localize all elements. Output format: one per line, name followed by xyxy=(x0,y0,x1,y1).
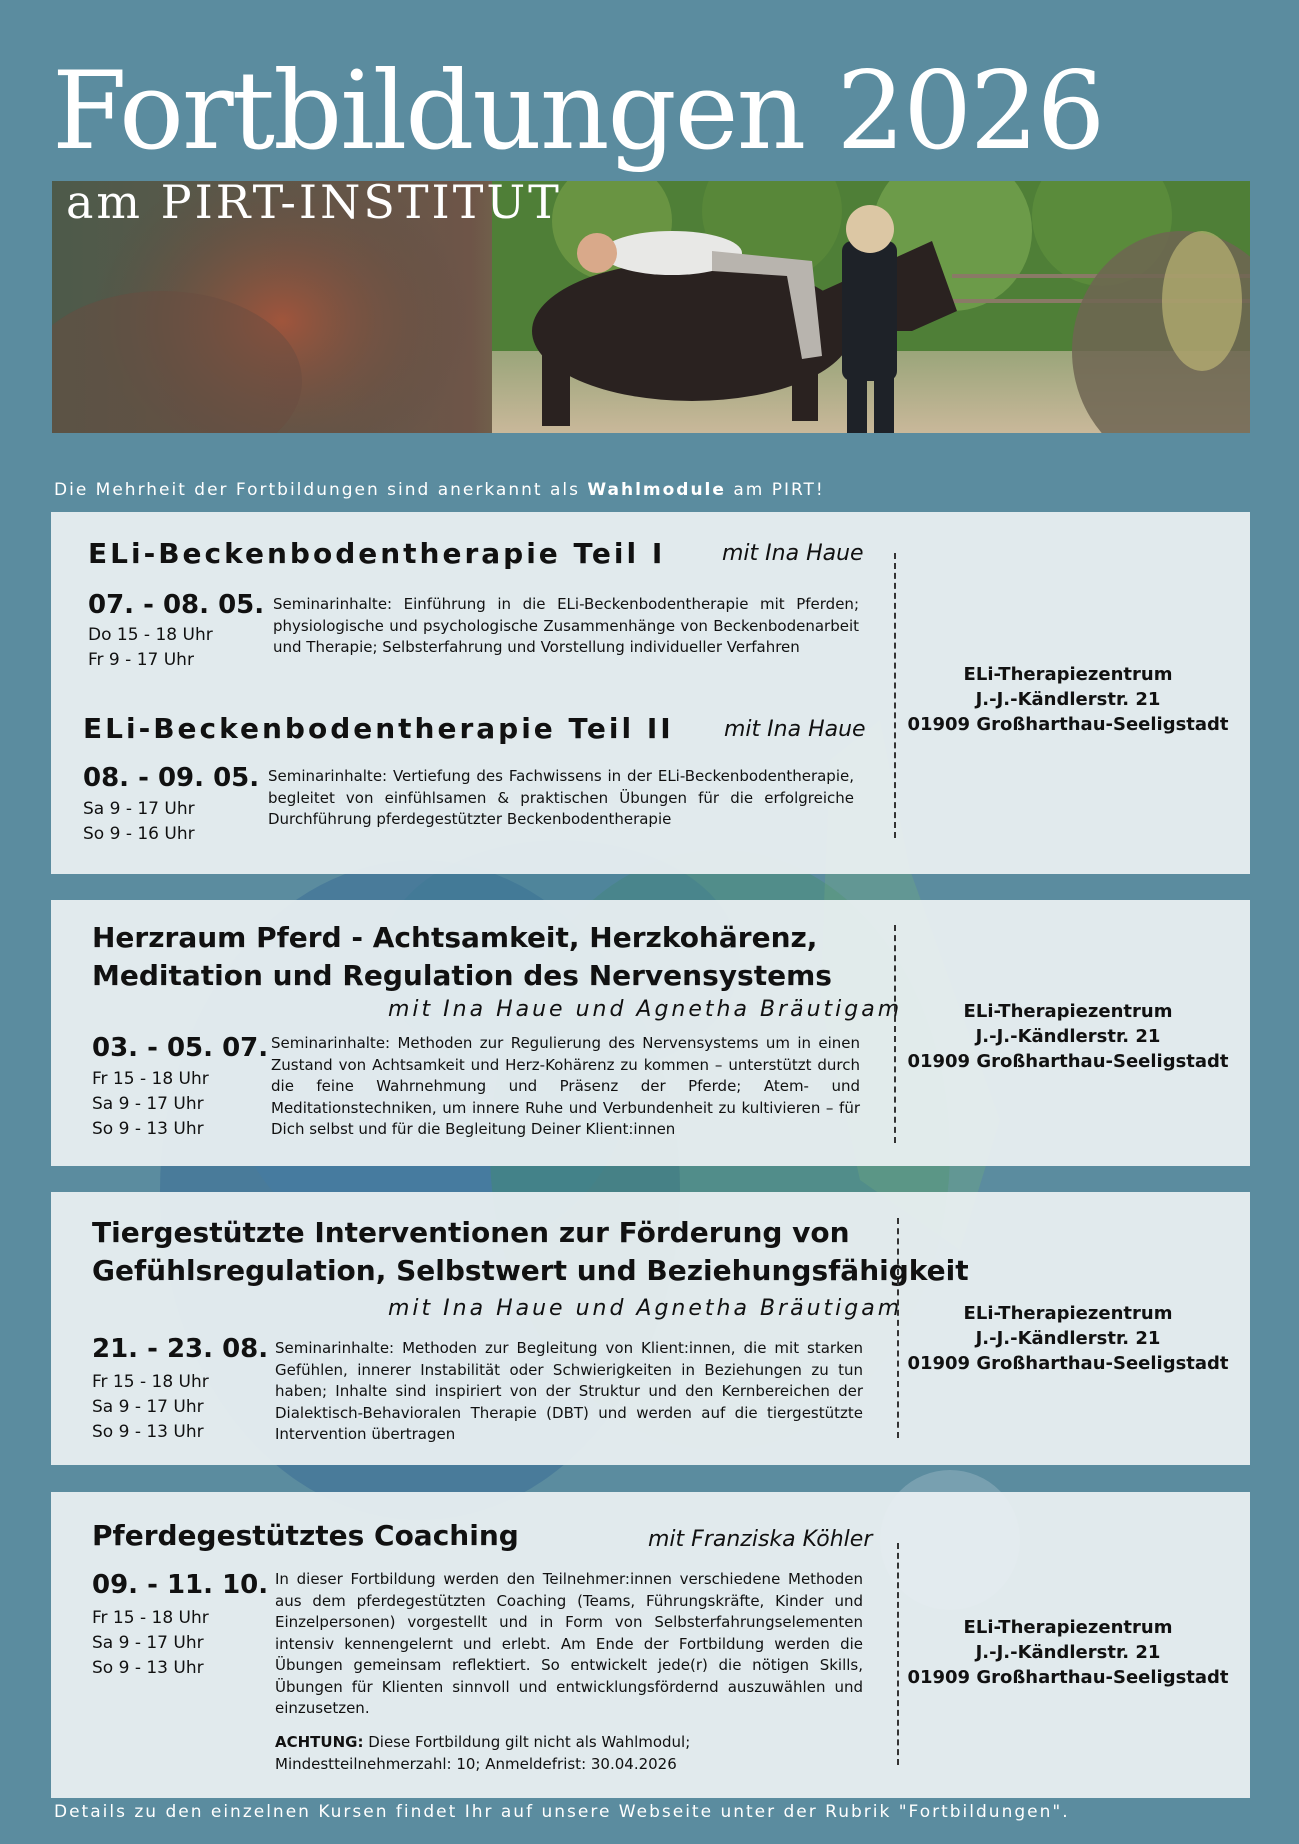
course-description: Seminarinhalte: Methoden zur Begleitung von Klient:innen, die mit starken Gefühlen, innerer Instabilität oder Schwierigkeiten in Beziehungen zu tun haben; Inhalte sind inspiriert von der Struktur und den Kernbereichen der Dialektisch-Behavioralen Therapie (DBT) und werden auf die tiergestützte Intervention übertragen xyxy=(275,1339,863,1443)
course-date: 07. - 08. 05. xyxy=(88,590,265,620)
course-date: 21. - 23. 08. xyxy=(92,1334,269,1364)
course-title: Tiergestützte Interventionen zur Förderung von Gefühlsregulation, Selbstwert und Beziehungsfähigkeit xyxy=(92,1216,969,1287)
course-presenter: mit Ina Haue und Agnetha Bräutigam xyxy=(388,997,903,1022)
course-description: Seminarinhalte: Vertiefung des Fachwissens in der ELi-Beckenbodentherapie, begleitet von einfühlsamen & praktischen Übungen für die erfolgreiche Durchführung pferdegestützter Beckenbodentherapie xyxy=(268,767,854,828)
venue-address: ELi-Therapiezentrum J.-J.-Kändlerstr. 21 01909 Großharthau-Seeligstadt xyxy=(907,664,1229,735)
page-title: Fortbildungen 2026 xyxy=(52,49,1104,174)
intro-highlight: Wahlmodule xyxy=(587,480,726,500)
course-title: Pferdegestütztes Coaching xyxy=(92,1519,519,1552)
course-title: Herzraum Pferd - Achtsamkeit, Herzkohärenz, Meditation und Regulation des Nervensystems xyxy=(92,921,832,992)
course-times: Do 15 - 18 Uhr Fr 9 - 17 Uhr xyxy=(88,625,213,670)
course-description: In dieser Fortbildung werden den Teilnehmer:innen verschiedene Methoden aus dem pferdegestützten Coaching (Teams, Führungskräfte, Kinder und Einzelpersonen) vorgestellt und in Form von Selbsterfahrungselementen intensiv kennengelernt und erlebt. Am Ende der Fortbildung werden die Übungen gemeinsam reflektiert. So entwickelt jede(r) die nötigen Skills, Übungen für Klienten sinnvoll und entwicklungsfördernd auszuwählen und einzusetzen. xyxy=(275,1570,863,1717)
course-presenter: mit Ina Haue xyxy=(724,717,866,742)
course-times: Sa 9 - 17 Uhr So 9 - 16 Uhr xyxy=(83,799,195,844)
course-date: 03. - 05. 07. xyxy=(92,1033,269,1063)
venue-address: ELi-Therapiezentrum J.-J.-Kändlerstr. 21 01909 Großharthau-Seeligstadt xyxy=(907,1303,1229,1374)
course-note: ACHTUNG: Diese Fortbildung gilt nicht als Wahlmodul; Mindestteilnehmerzahl: 10; Anmeldefrist: 30.04.2026 xyxy=(275,1733,691,1773)
course-title: ELi-Beckenbodentherapie Teil II xyxy=(83,712,674,745)
course-date: 08. - 09. 05. xyxy=(83,763,260,793)
course-date: 09. - 11. 10. xyxy=(92,1570,269,1600)
course-times: Fr 15 - 18 Uhr Sa 9 - 17 Uhr So 9 - 13 Uhr xyxy=(92,1372,209,1442)
intro-text: Die Mehrheit der Fortbildungen sind anerkannt als Wahlmodule am PIRT! xyxy=(54,480,825,500)
course-presenter: mit Ina Haue und Agnetha Bräutigam xyxy=(388,1296,903,1321)
course-times: Fr 15 - 18 Uhr Sa 9 - 17 Uhr So 9 - 13 Uhr xyxy=(92,1608,209,1678)
course-presenter: mit Ina Haue xyxy=(722,541,864,566)
venue-address: ELi-Therapiezentrum J.-J.-Kändlerstr. 21 01909 Großharthau-Seeligstadt xyxy=(907,1617,1229,1688)
course-presenter: mit Franziska Köhler xyxy=(648,1527,873,1552)
note-label: ACHTUNG: xyxy=(275,1733,364,1751)
page-subtitle: am PIRT-INSTITUT xyxy=(66,175,562,229)
course-times: Fr 15 - 18 Uhr Sa 9 - 17 Uhr So 9 - 13 Uhr xyxy=(92,1069,209,1139)
course-description: Seminarinhalte: Einführung in die ELi-Beckenbodentherapie mit Pferden; physiologische und psychologische Zusammenhänge von Beckenbodenarbeit und Therapie; Selbsterfahrung und Vorstellung individueller Verfahren xyxy=(273,595,859,656)
course-title: ELi-Beckenbodentherapie Teil I xyxy=(88,537,666,570)
footer-text: Details zu den einzelnen Kursen findet Ihr auf unsere Webseite unter der Rubrik "Fortbildungen". xyxy=(54,1802,1070,1822)
course-description: Seminarinhalte: Methoden zur Regulierung des Nervensystems um in einen Zustand von Achtsamkeit und Herz-Kohärenz zu kommen – unterstützt durch die feine Wahrnehmung und Präsenz der Pferde; Atem- und Meditationstechniken, um innere Ruhe und Verbundenheit zu kultivieren – für Dich selbst und für die Begleitung Deiner Klient:innen xyxy=(271,1034,860,1138)
venue-address: ELi-Therapiezentrum J.-J.-Kändlerstr. 21 01909 Großharthau-Seeligstadt xyxy=(907,1001,1229,1072)
